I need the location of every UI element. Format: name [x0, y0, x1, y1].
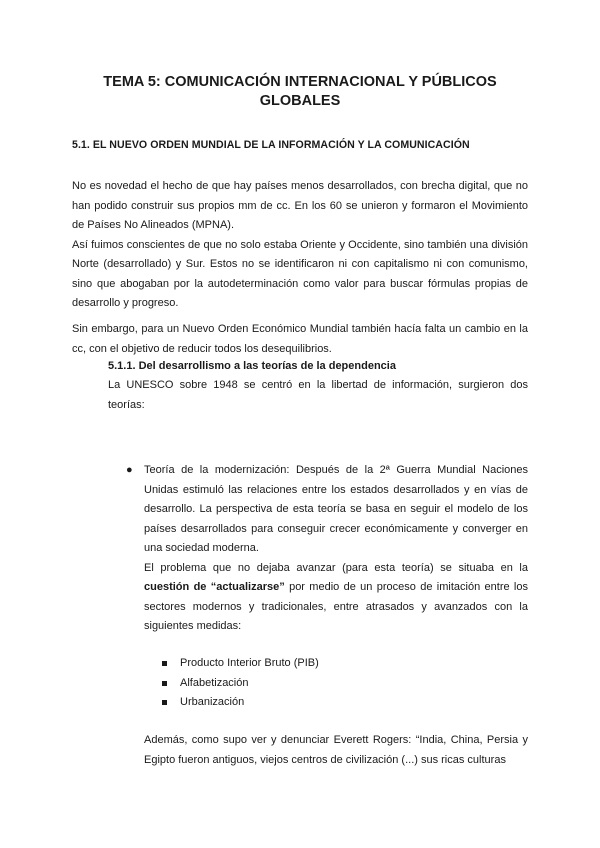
- paragraph-intro-part-2: Así fuimos conscientes de que no solo estaba Oriente y Occidente, sino también una división Norte (desarrollado) y Sur. Estos no se identificaron ni con capitalismo ni con comunismo, sino que abogaban por la autodeterminación como valor para buscar fórmulas propias de desarrollo y progreso.: [72, 238, 528, 309]
- square-bullet-icon: [162, 700, 167, 705]
- problem-text-post: por medio de un proceso de imitación entre los sectores modernos y tradicionales, entre atrasados y avanzados con la siguientes medidas:: [144, 581, 528, 632]
- list-item: [162, 654, 319, 674]
- document-title: TEMA 5: COMUNICACIÓN INTERNACIONAL Y PÚBLICOS GLOBALES: [103, 74, 497, 109]
- paragraph-intro-part-1: No es novedad el hecho de que hay países menos desarrollados, con brecha digital, que no han podido construir sus propios mm de cc. En los 60 se unieron y formaron el Movimiento de Países No Alineados (MPNA).: [72, 180, 528, 231]
- paragraph-unesco: La UNESCO sobre 1948 se centró en la libertad de información, surgieron dos teorías:: [108, 379, 528, 411]
- measures-list: [162, 654, 319, 713]
- bullet-icon: ●: [126, 464, 133, 476]
- modernization-problem-text: [144, 559, 528, 637]
- measure-label: Alfabetización: [180, 676, 249, 689]
- theories-list: [126, 461, 528, 637]
- problem-text-bold: cuestión de “actualizarse”: [144, 581, 285, 593]
- square-bullet-icon: [162, 681, 167, 686]
- square-bullet-icon: [162, 661, 167, 666]
- measure-label: Producto Interior Bruto (PIB): [180, 657, 319, 669]
- measure-label: Urbanización: [180, 696, 245, 708]
- subsection-heading: 5.1.1. Del desarrollismo a las teorías de la dependencia: [108, 360, 396, 372]
- list-item-modernization: [126, 461, 528, 637]
- paragraph-new-order: Sin embargo, para un Nuevo Orden Económico Mundial también hacía falta un cambio en la cc, con el objetivo de reducir todos los desequilibrios.: [72, 323, 528, 355]
- paragraph-rogers: Además, como supo ver y denunciar Everett Rogers: “India, China, Persia y Egipto fueron antiguos, viejos centros de civilización (...) sus ricas culturas: [144, 734, 528, 766]
- list-item: [162, 693, 319, 713]
- modernization-text: Teoría de la modernización: Después de la 2ª Guerra Mundial Naciones Unidas estimuló las relaciones entre los estados desarrollados y en vías de desarrollo. La perspectiva de esta teoría se basa en seguir el modelo de los países desarrollados para conseguir crecer económicamente y converger en una sociedad moderna.: [144, 464, 528, 554]
- list-item: [162, 674, 319, 694]
- section-heading: 5.1. EL NUEVO ORDEN MUNDIAL DE LA INFORMACIÓN Y LA COMUNICACIÓN: [72, 139, 470, 151]
- paragraph-intro: [72, 177, 528, 314]
- problem-text-pre: El problema que no dejaba avanzar (para esta teoría) se situaba en la: [144, 561, 528, 574]
